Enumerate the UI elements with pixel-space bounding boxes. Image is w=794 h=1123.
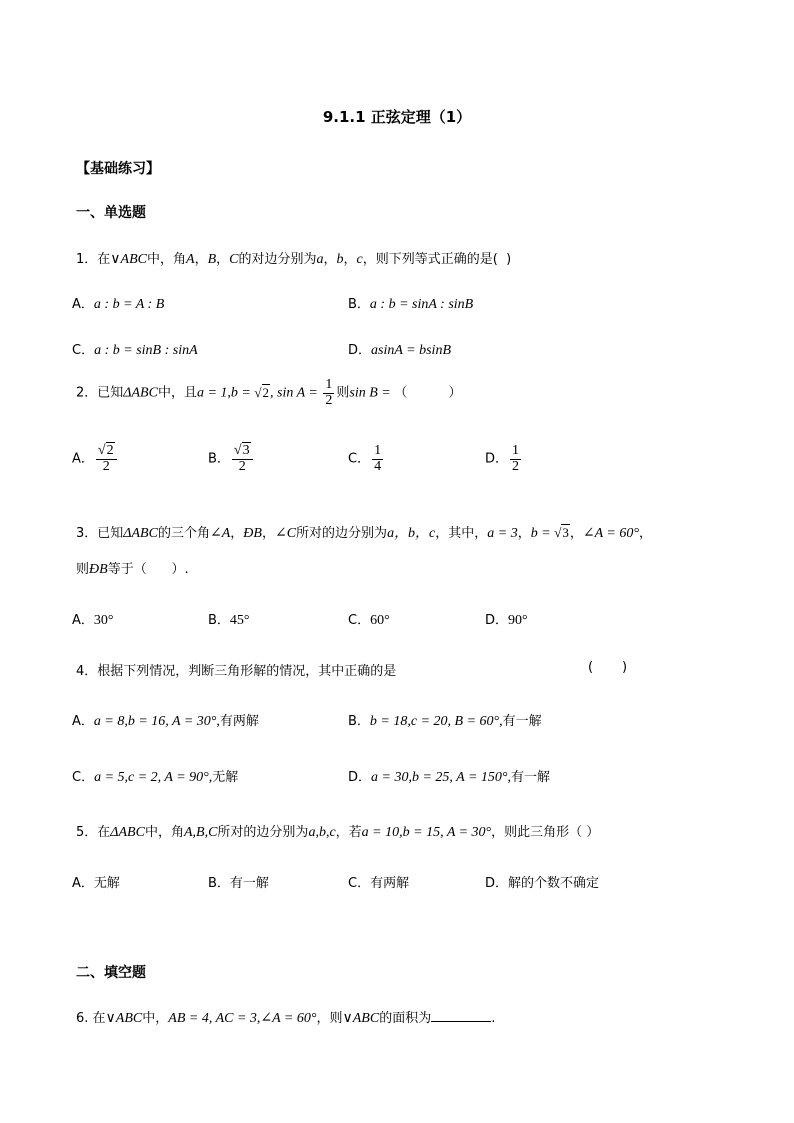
option-label: C．	[72, 770, 95, 785]
q3-triangle: ΔABC	[123, 526, 158, 541]
option-text: asinA = bsinB	[371, 343, 451, 358]
q5-option-a[interactable]	[72, 872, 120, 891]
option-label: D．	[348, 343, 372, 358]
option-label: D．	[348, 770, 372, 785]
q1-side-b: b	[336, 252, 344, 267]
q2-text: 2．已知	[76, 385, 124, 401]
q1-option-c[interactable]	[72, 339, 198, 359]
q5-text: 所对的边分别为	[217, 825, 309, 840]
q3-option-c[interactable]	[348, 609, 390, 629]
q6-text: 6. 在	[76, 1011, 106, 1026]
option-formula: a = 8,b = 16, A = 30°,	[93, 714, 220, 729]
option-fraction	[372, 444, 383, 474]
question-5-stem	[76, 821, 599, 841]
q2-answer-paren: （ ）	[394, 385, 462, 401]
option-label: B．	[348, 297, 370, 312]
option-text: 无解	[93, 876, 120, 891]
option-label: D．	[485, 613, 509, 628]
q3-text: ，其中，	[435, 526, 488, 541]
option-label: B．	[208, 451, 230, 467]
option-text: 60°	[370, 613, 390, 628]
q2-text: 则	[336, 385, 350, 401]
q1-option-d[interactable]	[348, 339, 451, 359]
fraction-numerator: 1	[374, 443, 382, 458]
q1-text: 1．在	[76, 252, 111, 267]
q1-text: 中，角	[146, 252, 186, 267]
q5-text: 5．在	[76, 825, 111, 840]
q6-text: 中，	[142, 1011, 169, 1026]
q3-text: 等于（ ）.	[107, 562, 189, 577]
option-text: 有两解	[219, 714, 259, 729]
fraction-numerator: 2	[106, 443, 114, 458]
q1-sep: ，	[323, 252, 337, 267]
q3-angle-c: ∠C	[274, 526, 297, 541]
q5-text: ，则此三角形（ ）	[491, 825, 600, 840]
fraction-numerator: 3	[242, 443, 250, 458]
q4-option-d[interactable]	[348, 766, 550, 786]
q5-condition: a = 10,b = 15, A = 30°	[361, 825, 492, 840]
q6-triangle: ∨ABC	[105, 1011, 143, 1026]
q3-sep: ，	[261, 526, 275, 541]
option-label: C．	[348, 613, 371, 628]
question-2-stem	[76, 378, 462, 408]
q6-triangle: ∨ABC	[342, 1011, 380, 1026]
q3-sides: a，b，c	[387, 526, 436, 541]
option-text: 解的个数不确定	[508, 876, 600, 891]
q2-option-c[interactable]	[348, 444, 385, 474]
q2-option-a[interactable]	[72, 444, 119, 474]
q1-angle-a: A	[186, 252, 195, 267]
q4-option-b[interactable]	[348, 710, 542, 730]
option-label: C．	[72, 343, 95, 358]
option-label: D．	[485, 876, 509, 891]
q2-question: sin B =	[349, 385, 395, 401]
q6-text: ，则	[316, 1011, 343, 1026]
q2-option-d[interactable]	[485, 444, 523, 474]
q1-sep: ，	[194, 252, 208, 267]
fraction-denominator: 4	[374, 458, 382, 474]
q2-condition: a = 1,b =	[196, 385, 255, 401]
q4-answer-paren: ( )	[588, 660, 628, 675]
fraction-denominator: 2	[325, 392, 333, 408]
option-text: 有一解	[502, 714, 542, 729]
q1-angle-b: B	[207, 252, 217, 267]
question-3-stem	[76, 522, 652, 542]
q1-angle-c: C	[229, 252, 239, 267]
question-6-stem	[76, 1007, 495, 1027]
option-label: A．	[72, 451, 94, 467]
q3-a-value: a = 3	[487, 526, 518, 541]
option-label: C．	[348, 876, 371, 891]
q3-b-value: b =	[530, 526, 555, 541]
q1-side-a: a	[316, 252, 324, 267]
option-text: 无解	[212, 770, 239, 785]
q3-angle-b: ÐB	[243, 526, 262, 541]
q6-answer-blank[interactable]	[431, 1009, 491, 1022]
q1-triangle: ∨ABC	[110, 252, 147, 267]
option-text: 90°	[508, 613, 528, 628]
option-label: B．	[208, 876, 230, 891]
section-single-choice: 一、单选题	[76, 205, 146, 221]
q2-sqrt: √2	[254, 384, 270, 400]
fraction-numerator: 1	[512, 443, 520, 458]
option-formula: a = 30,b = 25, A = 150°,	[371, 770, 512, 785]
q3-text: ，	[638, 526, 652, 541]
option-label: B．	[348, 714, 370, 729]
q3-option-b[interactable]	[208, 609, 250, 629]
question-3-stem-line2	[76, 558, 189, 578]
question-4-stem: 4．根据下列情况，判断三角形解的情况，其中正确的是	[76, 664, 397, 679]
option-label: D．	[485, 451, 509, 467]
q3-sep: ，	[230, 526, 244, 541]
q3-text: 则	[76, 562, 90, 577]
q5-text: ，若	[335, 825, 362, 840]
q1-text: 的对边分别为	[238, 252, 317, 267]
q3-text: 3．已知	[76, 526, 124, 541]
option-label: A．	[72, 297, 94, 312]
q1-sep: ，	[343, 252, 357, 267]
q3-sqrt: √3	[554, 525, 569, 540]
option-text: a : b = sinB : sinA	[94, 343, 198, 358]
fraction-denominator: 2	[102, 458, 110, 474]
q3-text: 所对的边分别为	[296, 526, 388, 541]
option-label: C．	[348, 451, 371, 467]
q2-condition: , sin A =	[270, 385, 322, 401]
q5-option-b[interactable]	[208, 872, 269, 891]
q3-option-a[interactable]	[72, 609, 114, 629]
q1-option-a[interactable]	[72, 293, 164, 313]
q4-option-c[interactable]	[72, 766, 238, 786]
q2-text: 中，且	[157, 385, 197, 401]
q3-option-d[interactable]	[485, 609, 528, 629]
q2-sqrt-radicand: 2	[262, 384, 270, 400]
q5-text: 中，角	[144, 825, 184, 840]
option-text: 有一解	[229, 876, 269, 891]
q3-angle-value: ∠A = 60°	[582, 526, 639, 541]
q5-angles: A,B,C	[183, 825, 218, 840]
q1-sep: ，	[216, 252, 230, 267]
option-text: a : b = A : B	[93, 297, 165, 312]
option-label: A．	[72, 876, 94, 891]
option-text: 有一解	[511, 770, 551, 785]
q5-sides: a,b,c	[308, 825, 336, 840]
question-1-stem	[76, 248, 511, 268]
q1-side-c: c	[356, 252, 363, 267]
q1-text: ，则下列等式正确的是( )	[362, 252, 512, 267]
section-fill-in: 二、填空题	[76, 965, 146, 981]
q3-text: 的三个角	[157, 526, 210, 541]
q2-triangle: ΔABC	[123, 385, 158, 401]
fraction-denominator: 2	[238, 458, 246, 474]
q5-option-c[interactable]	[348, 872, 409, 891]
option-label: A．	[72, 613, 94, 628]
option-text: 30°	[93, 613, 114, 628]
option-formula: a = 5,c = 2, A = 90°,	[94, 770, 213, 785]
option-text: a : b = sinA : sinB	[369, 297, 474, 312]
q2-half-fraction	[323, 378, 334, 408]
q3-sep: ，	[517, 526, 531, 541]
q5-triangle: ΔABC	[110, 825, 145, 840]
q3-angle-b: ÐB	[89, 562, 108, 577]
q3-sqrt-radicand: 3	[562, 525, 569, 540]
q6-text: .	[491, 1011, 496, 1026]
option-formula: b = 18,c = 20, B = 60°,	[369, 714, 503, 729]
q2-option-b[interactable]	[208, 444, 255, 474]
option-text: 有两解	[370, 876, 410, 891]
option-text: 45°	[229, 613, 250, 628]
option-fraction	[510, 444, 521, 474]
q4-option-a[interactable]	[72, 710, 259, 730]
fraction-numerator: 1	[325, 377, 333, 392]
option-label: B．	[208, 613, 230, 628]
option-fraction: $\frac{√2}{2}$	[96, 444, 117, 474]
q6-condition: AB = 4, AC = 3,∠A = 60°	[168, 1011, 317, 1026]
q3-angle-a: ∠A	[209, 526, 231, 541]
section-basic-practice: 【基础练习】	[76, 161, 160, 177]
q1-option-b[interactable]	[348, 293, 473, 313]
fraction-denominator: 2	[512, 458, 520, 474]
page-title: 9.1.1 正弦定理（1）	[322, 108, 472, 126]
option-label: A．	[72, 714, 94, 729]
q6-text: 的面积为	[379, 1011, 432, 1026]
q3-sep: ，	[569, 526, 583, 541]
q5-option-d[interactable]	[485, 872, 599, 891]
option-fraction: $\frac{√3}{2}$	[232, 444, 253, 474]
